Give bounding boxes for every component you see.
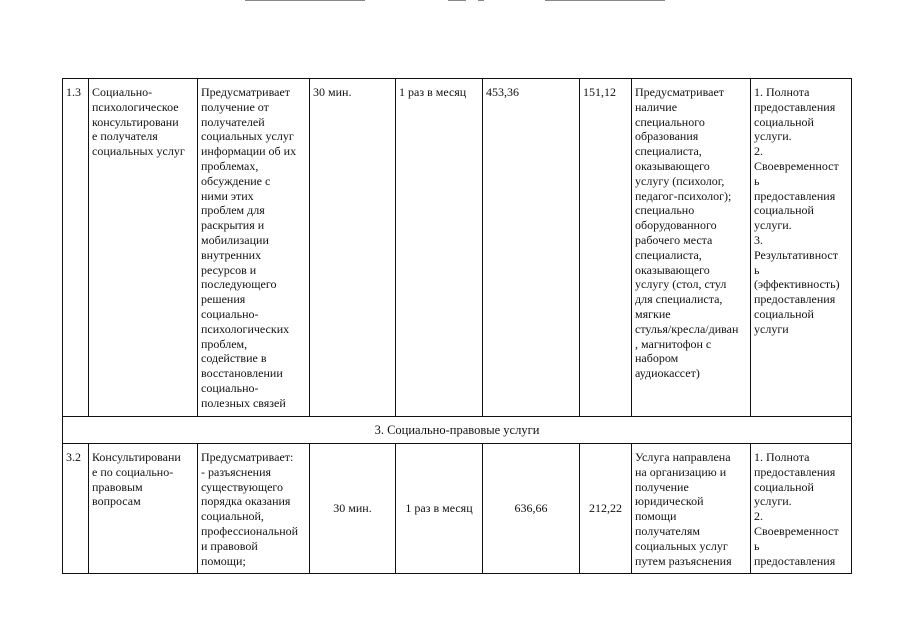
tariff-value: 453,36 (483, 79, 580, 417)
service-description: Предусматривает получение от получателей социальных услуг информации об их проблемах, обсуждение с ними этих проблем для раскрытия и мобилизации внутренних ресурсов и последующего решения социально- психологических проблем, содействие в восстановлении социально- полезных связей (198, 79, 310, 417)
service-frequency: 1 раз в месяц (396, 444, 483, 574)
tariff-value: 151,12 (580, 79, 632, 417)
service-duration: 30 мин. (310, 444, 396, 574)
tariff-value: 212,22 (580, 444, 632, 574)
scan-artifact-line (448, 0, 466, 1)
table-row (63, 444, 852, 574)
services-table (62, 78, 852, 574)
row-number: 3.2 (63, 444, 89, 574)
service-conditions: Услуга направлена на организацию и получение юридической помощи получателям социальных услуг путем разъяснения (632, 444, 751, 574)
service-conditions: Предусматривает наличие специального образования специалиста, оказывающего услугу (психолог, педагог-психолог); специально оборудованного рабочего места специалиста, оказывающего услугу (стол, стул для специалиста, мягкие стулья/кресла/диван , магнитофон с набором аудиокассет) (632, 79, 751, 417)
scan-artifact-line (478, 0, 484, 1)
section-header-row (63, 417, 852, 444)
quality-indicators: 1. Полнота предоставления социальной услуги. 2. Своевременност ь предоставления (751, 444, 852, 574)
row-number: 1.3 (63, 79, 89, 417)
service-name: Консультировани е по социально- правовым вопросам (89, 444, 198, 574)
scan-artifact-line (545, 0, 665, 1)
service-frequency: 1 раз в месяц (396, 79, 483, 417)
table-row (63, 79, 852, 417)
scan-artifact-line (245, 0, 365, 1)
quality-indicators: 1. Полнота предоставления социальной услуги. 2. Своевременност ь предоставления социальной услуги. 3. Результативност ь (эффективность) предоставления социальной услуги (751, 79, 852, 417)
service-name: Социально- психологическое консультировани е получателя социальных услуг (89, 79, 198, 417)
section-header: 3. Социально-правовые услуги (63, 417, 852, 444)
service-duration: 30 мин. (310, 79, 396, 417)
tariff-value: 636,66 (483, 444, 580, 574)
service-description: Предусматривает: - разъяснения существующего порядка оказания социальной, профессиональной и правовой помощи; (198, 444, 310, 574)
